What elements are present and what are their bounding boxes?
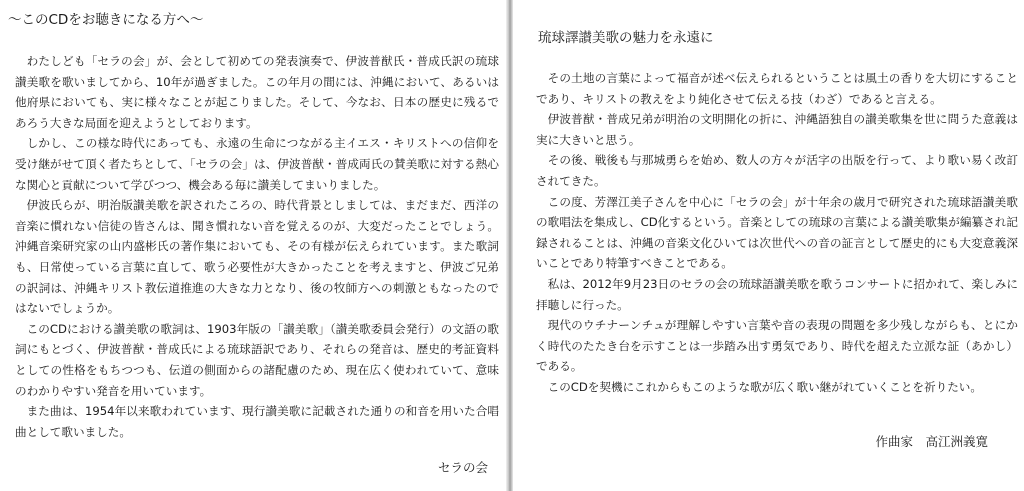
left-paragraph-1: わたしども「セラの会」が、会として初めての発表演奏で、伊波普猷氏・普成氏訳の琉球讃美歌を歌いましてから、10年が過ぎました。この年月の間には、沖縄において、あるいは他府県においても、実に様々なことが起こりました。そして、今なお、日本の歴史に残るであろう大きな局面を迎えようとしております。 [15,54,499,130]
right-page-body [536,68,1018,398]
left-page-heading: ～このCDをお聴きになる方へ～ [8,12,204,28]
right-paragraph-6: 現代のウチナーンチュが理解しやすい言葉や音の表現の問題を多少残しながらも、とにかく時代のたたき台を示すことは一歩踏み出す勇気であり、時代を超えた立派な証（あかし）である。 [536,318,1018,374]
right-page-signature: 作曲家 高江洲義寛 [875,434,988,449]
left-page-body [15,51,499,442]
left-page [0,0,506,491]
right-paragraph-2: 伊波普猷・普成兄弟が明治の文明開化の折に、沖縄語独自の讃美歌集を世に問うた意義は実に大きいと思う。 [536,112,1018,147]
right-paragraph-4: この度、芳澤江美子さんを中心に「セラの会」が十年余の歳月で研究された琉球語讃美歌の歌唱法を集成し、CD化するという。音楽としての琉球の言葉による讃美歌集が編纂され記録されることは、沖縄の音楽文化ひいては次世代への音の証言として歴史的にも大変意義深いことであり特筆すべきことである。 [536,194,1018,271]
left-page-signature: セラの会 [437,460,488,475]
right-paragraph-7: このCDを契機にこれからもこのような歌が広く歌い継がれていくことを祈りたい。 [547,379,982,394]
page-gutter [506,0,513,491]
right-page [513,0,1024,491]
right-page-heading: 琉球譯讃美歌の魅力を永遠に [538,30,714,46]
right-paragraph-5: 私は、2012年9月23日のセラの会の琉球語讃美歌を歌うコンサートに招かれて、楽しみに拝聴しに行った。 [536,276,1018,312]
left-paragraph-4: このCDにおける讃美歌の歌詞は、1903年版の「讃美歌」（讃美歌委員会発行）の文語の歌詞にもとづく、伊波普猷・普成氏による琉球語訳であり、それらの発音は、歴史的考証資料としての性格をもちつつも、伝道の側面からの諸配慮のため、現在広く使われていて、意味のわかりやすい発音を用いています。 [15,321,499,398]
left-paragraph-2: しかし、この様な時代にあっても、永遠の生命につながる主イエス・キリストへの信仰を受け継がせて頂く者たちとして、「セラの会」は、伊波普猷・普成両氏の賛美歌に対する熱心な関心と貢献について学びつつ、機会ある毎に讃美してまいりました。 [15,136,499,192]
right-paragraph-3: その後、戦後も与那城勇らを始め、数人の方々が活字の出版を行って、より歌い易く改訂されてきた。 [536,153,1018,188]
left-paragraph-5: また曲は、1954年以来歌われています、現行讃美歌に記載された通りの和音を用いた合唱曲として歌いました。 [15,404,499,439]
right-paragraph-1: その土地の言葉によって福音が述べ伝えられるということは風土の香りを大切にすることであり、キリストの教えをより純化させて伝える技（わざ）であると言える。 [536,71,1018,106]
left-paragraph-3: 伊波氏らが、明治版讃美歌を訳されたころの、時代背景としましては、まだまだ、西洋の音楽に慣れない信徒の皆さんは、聞き慣れない音を覚えるのが、大変だったことでしょう。沖縄音楽研究家の山内盛彬氏の著作集においても、その有様が伝えられています。また歌詞も、日常使っている言葉に直して、歌う必要性が大きかったことを考えますと、伊波ご兄弟の訳詞は、沖縄キリスト教伝道推進の大きな力となり、後の牧師方への刺激ともなったのではないでしょうか。 [15,198,499,316]
